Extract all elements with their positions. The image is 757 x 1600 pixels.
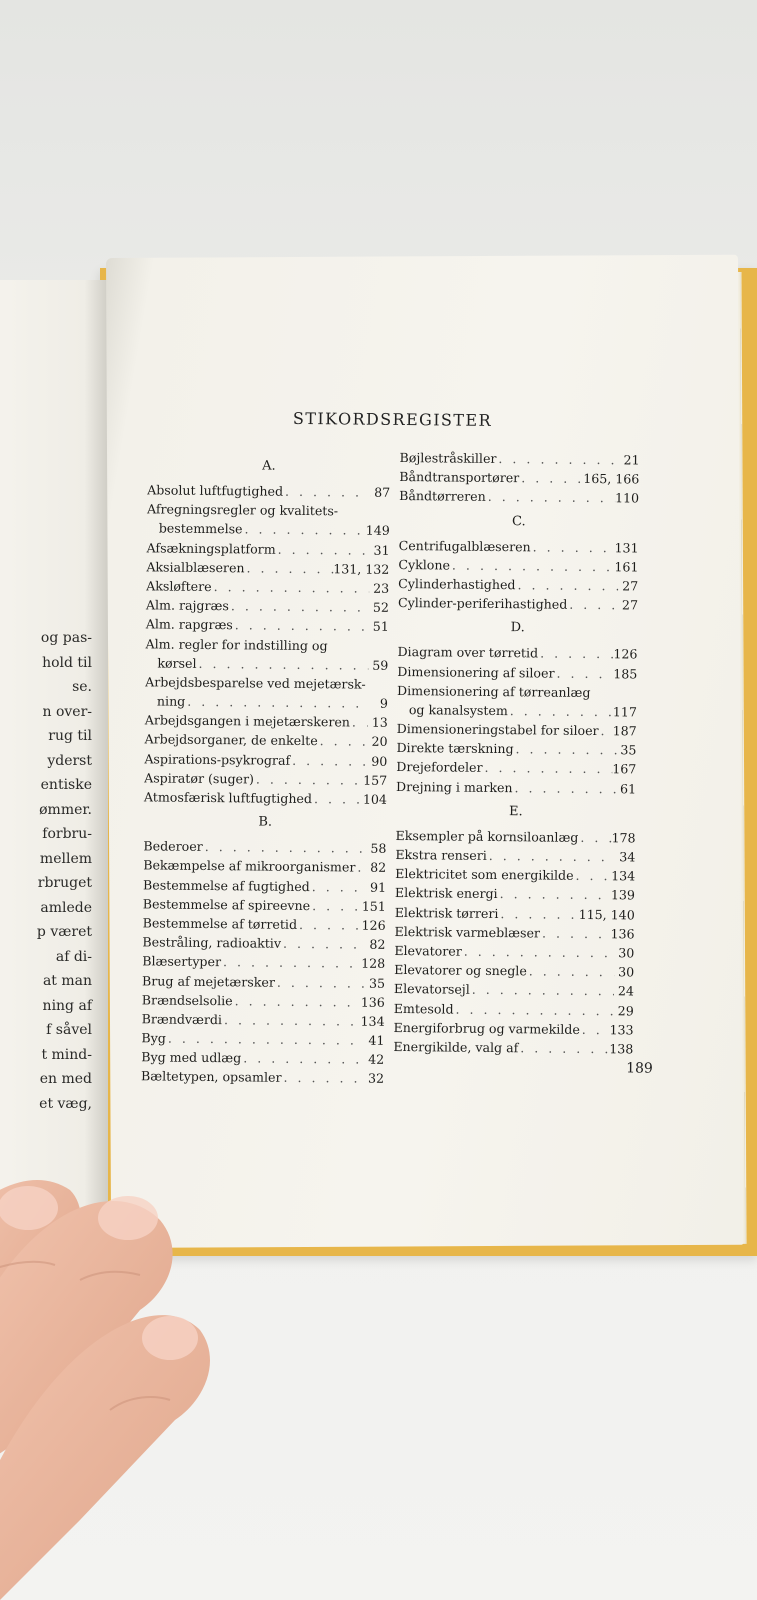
index-entry xyxy=(395,903,635,925)
index-entry xyxy=(146,615,389,637)
index-entry-term: Atmosfærisk luftfugtighed xyxy=(143,789,313,807)
left-page-line: forbru- xyxy=(42,826,92,842)
index-entry-term: Centrifugalblæseren xyxy=(398,537,531,554)
index-entry xyxy=(397,719,637,741)
index-entry-term: Cylinderhastighed xyxy=(398,575,516,593)
dot-leader xyxy=(318,732,368,752)
index-entry-term: Bederoer xyxy=(143,838,203,855)
index-entry-page: 82 xyxy=(369,936,386,952)
dot-leader xyxy=(276,539,370,559)
dot-leader xyxy=(573,866,611,886)
index-entry xyxy=(147,500,390,522)
index-entry-term: Brændværdi xyxy=(141,1011,223,1028)
index-entry-page: 136 xyxy=(360,994,385,1010)
dot-leader xyxy=(515,575,618,595)
left-page-line: at man xyxy=(42,973,92,989)
index-entry-page: 91 xyxy=(369,879,387,895)
dot-leader xyxy=(233,616,369,637)
index-entry-term: Dimensionering af siloer xyxy=(397,663,555,681)
index-entry xyxy=(145,672,388,694)
index-entry-term: Brændselsolie xyxy=(141,992,233,1008)
index-entry-page: 185 xyxy=(613,665,638,681)
index-entry xyxy=(141,1028,384,1050)
index-entry xyxy=(146,595,389,617)
dot-leader xyxy=(450,555,615,576)
index-entry xyxy=(398,555,638,577)
index-entry-term: Elektrisk energi xyxy=(394,885,498,902)
dot-leader xyxy=(166,1029,365,1050)
index-entry-term: Elevatorer og snegle xyxy=(394,962,527,979)
index-entry xyxy=(394,960,634,982)
dot-leader xyxy=(203,837,367,858)
index-entry-term: Cylinder-periferihastighed xyxy=(397,595,568,612)
index-letter-heading: C. xyxy=(511,513,526,529)
index-entry-term: Direkte tærskning xyxy=(396,740,514,757)
index-entry-page: 151 xyxy=(361,898,386,914)
index-entry-page: 126 xyxy=(613,646,638,662)
index-entry xyxy=(144,730,387,752)
dot-leader xyxy=(554,663,613,683)
left-page-line: entiske xyxy=(40,777,92,793)
dot-leader xyxy=(518,1038,609,1058)
index-entry xyxy=(146,576,389,598)
index-entry-page: 139 xyxy=(610,887,636,903)
index-entry xyxy=(147,519,390,541)
dot-leader xyxy=(519,468,583,488)
index-entry xyxy=(145,653,388,675)
index-entry-term: Båndtørreren xyxy=(399,488,486,505)
index-entry xyxy=(141,1048,384,1070)
index-entry-term: Afregningsregler og kvalitets- xyxy=(146,501,339,519)
index-entry-page: 32 xyxy=(367,1071,385,1087)
dot-leader xyxy=(241,1049,364,1069)
left-page-line: hold til xyxy=(42,654,92,671)
left-page-line: t mind- xyxy=(41,1046,92,1063)
index-entry-term: Aspiratør (suger) xyxy=(144,770,255,787)
index-entry-page: 134 xyxy=(360,1013,385,1029)
left-page-line: n over- xyxy=(42,703,92,720)
index-entry-term: Bæltetypen, opsamler xyxy=(140,1068,282,1086)
index-entry xyxy=(141,1067,384,1089)
dot-leader xyxy=(538,644,614,664)
index-entry xyxy=(144,787,387,809)
index-entry-page: 161 xyxy=(614,558,639,575)
index-entry-page: 90 xyxy=(371,753,388,769)
index-entry xyxy=(397,642,637,664)
index-entry xyxy=(395,826,635,848)
index-entry-page: 133 xyxy=(609,1021,634,1038)
index-entry-page: 23 xyxy=(373,580,390,596)
index-entry xyxy=(395,845,635,867)
index-entry-term: Bestråling, radioaktiv xyxy=(142,934,282,951)
index-entry-page: 13 xyxy=(371,714,388,731)
left-page-line: p været xyxy=(36,924,92,940)
left-page-line: yderst xyxy=(47,752,92,769)
index-entry xyxy=(147,480,390,502)
dot-leader xyxy=(527,961,615,981)
index-entry-page: 24 xyxy=(617,983,635,999)
dot-leader xyxy=(580,1020,610,1039)
dot-leader xyxy=(462,942,615,963)
dot-leader xyxy=(310,896,362,916)
left-page-line: et væg, xyxy=(39,1095,92,1112)
index-entry xyxy=(397,700,637,722)
dot-leader xyxy=(196,654,368,675)
index-entry-page: 165, 166 xyxy=(583,471,640,487)
dot-leader xyxy=(283,482,370,502)
index-entry xyxy=(396,738,636,760)
index-entry-page: 35 xyxy=(368,975,386,991)
left-page-line: af di- xyxy=(55,948,92,965)
index-entry-term: Elevatorer xyxy=(394,942,462,959)
index-entry xyxy=(143,875,386,897)
index-entry xyxy=(143,837,386,859)
dot-leader xyxy=(312,789,363,809)
dot-leader xyxy=(281,934,366,954)
dot-leader xyxy=(453,999,613,1020)
index-entry-term: Cyklone xyxy=(398,556,451,573)
index-entry-page: 131, 132 xyxy=(333,561,390,577)
index-entry-term: ning xyxy=(156,693,186,709)
index-entry xyxy=(145,691,388,713)
index-entry-page: 167 xyxy=(612,761,637,777)
index-entry-page: 27 xyxy=(621,597,639,613)
index-entry-term: Bøjlestråskiller xyxy=(399,449,497,466)
dot-leader xyxy=(498,884,612,904)
index-column-right xyxy=(393,448,639,1059)
left-page-line: rbruget xyxy=(37,875,92,891)
index-entry-page: 20 xyxy=(371,734,388,750)
left-page-line: ning af xyxy=(42,997,92,1014)
dot-leader xyxy=(482,758,612,779)
index-entry-page: 115, 140 xyxy=(578,906,635,923)
index-entry xyxy=(143,894,386,916)
index-entry-term: Elektrisk tørreri xyxy=(394,904,499,921)
index-entry-term: Bekæmpelse af mikroorganismer xyxy=(143,857,356,875)
index-letter-heading: D. xyxy=(510,620,525,636)
left-page-line: rug til xyxy=(48,728,92,744)
dot-leader xyxy=(350,713,368,732)
index-entry-page: 136 xyxy=(610,925,635,942)
index-entry-page: 59 xyxy=(372,657,389,673)
index-entry-term: Drejning i marken xyxy=(396,778,513,795)
index-entry xyxy=(394,941,634,963)
index-entry-page: 178 xyxy=(611,830,636,846)
index-entry xyxy=(395,883,635,905)
index-entry-term: Diagram over tørretid xyxy=(397,644,539,661)
index-entry xyxy=(396,777,636,799)
index-entry xyxy=(145,634,388,656)
index-entry xyxy=(142,990,385,1012)
dot-leader xyxy=(598,721,612,740)
page-number: 189 xyxy=(626,1060,653,1077)
index-entry xyxy=(143,913,386,935)
index-entry xyxy=(399,448,639,470)
dot-leader xyxy=(185,692,368,713)
dot-leader xyxy=(486,487,615,508)
index-entry xyxy=(399,536,639,558)
index-entry-term: Alm. regler for indstilling og xyxy=(145,635,328,653)
dot-leader xyxy=(242,520,365,540)
index-entry xyxy=(398,593,638,615)
index-entry-page: 87 xyxy=(374,484,391,500)
index-entry-page: 31 xyxy=(373,542,390,558)
page-title: STIKORDSREGISTER xyxy=(292,408,493,430)
index-entry-term: Bestemmelse af tørretid xyxy=(142,915,298,932)
index-entry xyxy=(396,757,636,779)
index-entry xyxy=(397,681,637,703)
index-entry-term: Aksialblæseren xyxy=(146,559,245,576)
index-entry-term: Dimensioneringstabel for siloer xyxy=(396,721,599,739)
index-entry xyxy=(143,856,386,878)
index-entry-term: Ekstra renseri xyxy=(395,846,487,863)
index-entry xyxy=(146,557,389,579)
index-entry-term: Dimensionering af tørreanlæg xyxy=(397,682,591,700)
index-entry-page: 128 xyxy=(361,955,386,972)
index-entry-page: 51 xyxy=(372,619,389,635)
dot-leader xyxy=(578,828,611,848)
index-entry-term: Alm. rajgræs xyxy=(145,597,229,614)
index-entry xyxy=(399,486,639,508)
dot-leader xyxy=(508,701,613,721)
index-entry-page: 126 xyxy=(361,917,386,933)
index-entry-page: 42 xyxy=(368,1051,385,1068)
index-entry-term: Arbejdsgangen i mejetærskeren xyxy=(144,712,351,730)
dot-leader xyxy=(531,537,615,557)
index-entry-term: Elektricitet som energikilde xyxy=(395,866,574,884)
dot-leader xyxy=(310,877,366,897)
index-entry-term: Absolut luftfugtighed xyxy=(147,482,284,499)
index-entry-term: Aksløftere xyxy=(146,578,212,594)
index-entry xyxy=(142,1009,385,1031)
index-entry-page: 30 xyxy=(618,945,635,961)
index-entry-page: 27 xyxy=(622,578,639,594)
index-entry-term: Emtesold xyxy=(393,1000,454,1017)
index-entry-page: 157 xyxy=(363,772,388,788)
index-entry-page: 138 xyxy=(609,1041,634,1057)
index-entry-page: 117 xyxy=(612,704,637,720)
index-entry-term: Byg med udlæg xyxy=(141,1049,242,1066)
index-entry xyxy=(398,574,638,596)
dot-leader xyxy=(212,577,370,598)
index-entry xyxy=(142,932,385,954)
dot-leader xyxy=(221,952,361,973)
dot-leader xyxy=(567,595,618,615)
index-entry-term: Byg xyxy=(141,1030,166,1046)
index-entry-page: 149 xyxy=(365,523,390,539)
index-entry-term: Alm. rapgræs xyxy=(145,616,233,633)
index-entry-term: Bestemmelse af fugtighed xyxy=(142,876,310,894)
dot-leader xyxy=(290,750,367,770)
index-letter-heading: E. xyxy=(508,803,523,820)
index-entry-page: 187 xyxy=(612,723,637,739)
index-entry-page: 21 xyxy=(623,452,640,468)
index-entry-term: Energiforbrug og varmekilde xyxy=(393,1019,580,1037)
index-entry xyxy=(146,538,389,560)
index-entry-page: 34 xyxy=(619,849,636,865)
dot-leader xyxy=(229,596,369,617)
index-entry-term: og kanalsystem xyxy=(408,701,508,719)
index-entry xyxy=(394,979,634,1001)
index-entry-term: Eksempler på kornsiloanlæg xyxy=(395,827,579,845)
dot-leader xyxy=(244,558,333,578)
index-entry xyxy=(144,768,387,790)
left-page-line: amlede xyxy=(40,899,92,916)
index-entry-term: kørsel xyxy=(157,655,197,671)
dot-leader xyxy=(281,1068,364,1088)
index-entry xyxy=(145,711,388,733)
left-page-line: se. xyxy=(72,679,92,695)
left-page-line: ømmer. xyxy=(39,801,92,818)
dot-leader xyxy=(496,449,619,469)
index-entry xyxy=(394,998,634,1020)
index-entry-term: Energikilde, valg af xyxy=(393,1038,519,1056)
left-page-line: og pas- xyxy=(40,630,92,646)
index-letter-heading: B. xyxy=(258,814,273,830)
index-entry xyxy=(142,952,385,974)
index-entry-page: 9 xyxy=(379,695,389,711)
left-page-line: f såvel xyxy=(46,1022,92,1038)
index-entry-term: Arbejdsbesparelse ved mejetærsk- xyxy=(145,674,366,692)
index-entry-term: Elevatorsejl xyxy=(393,981,470,998)
index-entry-page: 104 xyxy=(362,791,388,807)
index-entry-term: Elektrisk varmeblæser xyxy=(394,923,541,941)
left-page-line: mellem xyxy=(39,850,92,867)
dot-leader xyxy=(487,846,616,867)
dot-leader xyxy=(275,972,365,992)
index-entry-term: Drejefordeler xyxy=(396,759,483,776)
dot-leader xyxy=(470,980,614,1001)
index-entry-page: 35 xyxy=(620,742,637,758)
index-entry-page: 41 xyxy=(368,1032,385,1048)
index-entry-page: 110 xyxy=(615,490,640,506)
dot-leader xyxy=(297,915,362,935)
index-entry xyxy=(144,749,387,771)
index-entry-page: 52 xyxy=(372,599,390,616)
index-entry-page: 58 xyxy=(370,840,387,857)
dot-leader xyxy=(513,739,616,759)
index-entry-term: Aspirations-psykrograf xyxy=(144,750,291,768)
index-entry-term: Arbejdsorganer, de enkelte xyxy=(144,731,318,749)
index-entry xyxy=(399,467,639,489)
dot-leader xyxy=(540,923,611,943)
dot-leader xyxy=(355,858,366,877)
index-entry xyxy=(394,922,634,944)
dot-leader xyxy=(233,991,361,1012)
index-entry xyxy=(393,1018,633,1040)
hand-holding-page xyxy=(0,1160,220,1600)
index-entry-term: Båndtransportører xyxy=(399,469,520,486)
dot-leader xyxy=(498,904,578,924)
index-entry-term: Bestemmelse af spireevne xyxy=(142,896,311,913)
index-entry-page: 131 xyxy=(614,539,639,556)
index-entry xyxy=(397,661,637,683)
index-entry-page: 134 xyxy=(611,868,636,884)
dot-leader xyxy=(222,1010,361,1031)
index-entry xyxy=(395,864,635,886)
index-entry-page: 82 xyxy=(370,860,387,876)
index-letter-heading: A. xyxy=(262,458,276,474)
index-entry-term: Blæsertyper xyxy=(142,953,222,970)
index-entry-term: bestemmelse xyxy=(158,520,243,537)
index-entry-page: 30 xyxy=(618,964,635,980)
index-entry-term: Afsækningsplatform xyxy=(146,539,276,557)
index-column-left xyxy=(141,450,391,1088)
index-entry-page: 61 xyxy=(619,780,637,797)
index-entry-page: 29 xyxy=(617,1002,634,1018)
left-page-line: en med xyxy=(39,1071,92,1087)
index-entry-term: Brug af mejetærsker xyxy=(141,972,275,990)
dot-leader xyxy=(254,769,363,789)
dot-leader xyxy=(512,778,616,798)
index-entry xyxy=(393,1037,633,1059)
index-entry xyxy=(142,971,385,993)
